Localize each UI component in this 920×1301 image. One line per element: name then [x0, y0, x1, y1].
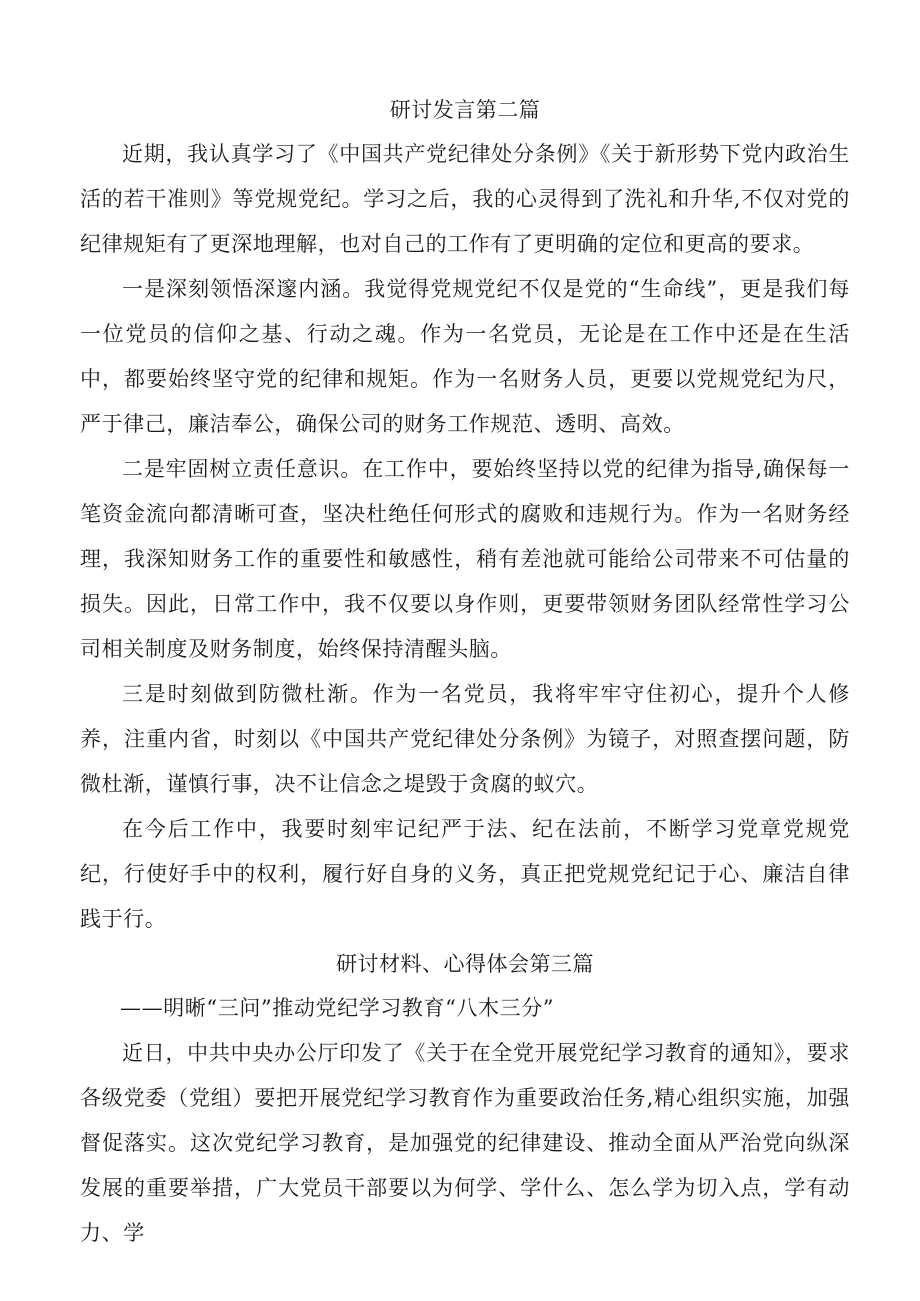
section-two-paragraph-4: 三是时刻做到防微杜渐。作为一名党员，我将牢牢守住初心，提升个人修养，注重内省，时刻以《中国共产党纪律处分条例》为镜子，对照查摆问题，防微杜渐，谨慎行事，决不让信念之堤毁于贪腐的蚁穴。 — [80, 682, 850, 796]
section-two-paragraph-2: 一是深刻领悟深邃内涵。我觉得党规党纪不仅是党的“生命线”，更是我们每一位党员的信仰之基、行动之魂。作为一名党员，无论是在工作中还是在生活中，都要始终坚守党的纪律和规矩。作为一名财务人员，更要以党规党纪为尺，严于律己，廉洁奉公，确保公司的财务工作规范、透明、高效。 — [80, 277, 850, 436]
section-three-paragraph-1: 近日，中共中央办公厅印发了《关于在全党开展党纪学习教育的通知》，要求各级党委（党组）要把开展党纪学习教育作为重要政治任务,精心组织实施，加强督促落实。这次党纪学习教育，是加强党的纪律建设、推动全面从严治党向纵深发展的重要举措，广大党员干部要以为何学、学什么、怎么学为切入点，学有动力、学 — [80, 1041, 850, 1245]
section-two-paragraph-1: 近期，我认真学习了《中国共产党纪律处分条例》《关于新形势下党内政治生活的若干准则》等党规党纪。学习之后，我的心灵得到了洗礼和升华,不仅对党的纪律规矩有了更深地理解，也对自己的工作有了更明确的定位和更高的要求。 — [80, 142, 850, 256]
section-two-title: 研讨发言第二篇 — [389, 98, 541, 122]
section-three-subtitle: ——明晰“三问”推动党纪学习教育“八木三分” — [120, 996, 555, 1020]
section-two-paragraph-5: 在今后工作中，我要时刻牢记纪严于法、纪在法前，不断学习党章党规党纪，行使好手中的权利，履行好自身的义务，真正把党规党纪记于心、廉洁自律践于行。 — [80, 817, 850, 931]
section-three-title: 研讨材料、心得体会第三篇 — [336, 952, 594, 976]
section-two-paragraph-3: 二是牢固树立责任意识。在工作中，要始终坚持以党的纪律为指导,确保每一笔资金流向都清晰可查，坚决杜绝任何形式的腐败和违规行为。作为一名财务经理，我深知财务工作的重要性和敏感性，稍有差池就可能给公司带来不可估量的损失。因此，日常工作中，我不仅要以身作则，更要带领财务团队经常性学习公司相关制度及财务制度，始终保持清醒头脑。 — [80, 457, 850, 661]
